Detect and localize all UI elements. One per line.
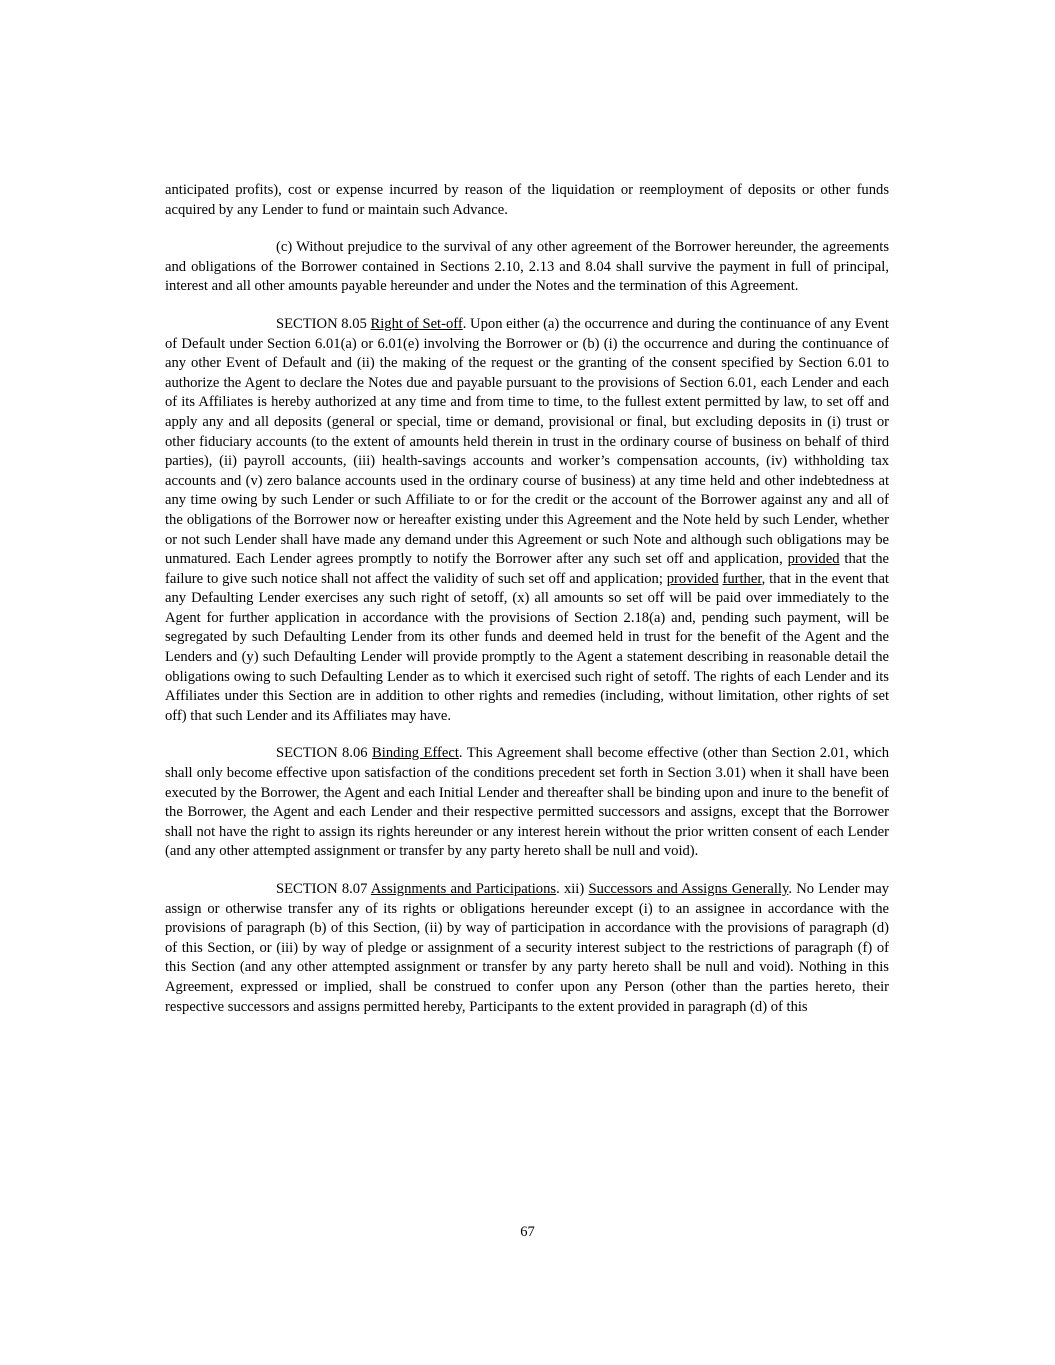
provided-term: provided — [666, 570, 719, 587]
paragraph-c: (c) Without prejudice to the survival of any other agreement of the Borrower hereunder, the agreements and obligations of the Borrower contained in Sections 2.10, 2.13 and 8.04 shall survive the payment in full of principal, interest and all other amounts payable hereunder and under the Notes and the termination of this Agreement. — [165, 239, 889, 295]
page-number: 67 — [520, 1224, 535, 1240]
section-number: SECTION 8.07 — [276, 881, 371, 897]
section-number: SECTION 8.05 — [276, 315, 371, 332]
section-heading: Right of Set-off — [370, 315, 463, 332]
section-text: . No Lender may assign or otherwise transfer any of its rights or obligations hereunder except (i) to an assignee in accordance with the provisions of paragraph (b) of this Section, (ii) by way of participation in accordance with the provisions of paragraph (d) of this Section, or (iii) by way of pledge or assignment of a security interest subject to the restrictions of paragraph (f) of this Section (and any other attempted assignment or transfer by any party hereto shall be null and void). Nothing in this Agreement, expressed or implied, shall be construed to confer upon any Person (other than the parties hereto, their respective successors and assigns permitted hereby, Participants to the extent provided in paragraph (d) of this — [165, 881, 889, 1015]
further-term: further — [722, 570, 762, 587]
section-text: . This Agreement shall become effective (other than Section 2.01, which shall only become effective upon satisfaction of the conditions precedent set forth in Section 3.01) when it shall have been executed by the Borrower, the Agent and each Initial Lender and thereafter shall be binding upon and inure to the benefit of the Borrower, the Agent and each Lender and their respective permitted successors and assigns, except that the Borrower shall not have the right to assign its rights hereunder or any interest herein without the prior written consent of each Lender (and any other attempted assignment or transfer by any party hereto shall be null and void). — [165, 745, 889, 860]
section-text: that the failure to give such notice shall not affect the validity of such set off and application; — [165, 551, 889, 587]
section-text: , that in the event that any Defaulting Lender exercises any such right of setoff, (x) all amounts so set off will be paid over immediately to the Agent for further application in accordance with the provisions of Section 2.18(a) and, pending such payment, will be segregated by such Defaulting Lender from its other funds and deemed held in trust for the benefit of the Agent and the Lenders and (y) such Defaulting Lender will provide promptly to the Agent a statement describing in reasonable detail the obligations owing to such Defaulting Lender as to which it exercised such right of setoff. The rights of each Lender and its Affiliates under this Section are in addition to other rights and remedies (including, without limitation, other rights of set off) that such Lender and its Affiliates may have. — [165, 570, 889, 724]
section-number: SECTION 8.06 — [276, 745, 373, 762]
section-text: . Upon either (a) the occurrence and during the continuance of any Event of Default under Section 6.01(a) or 6.01(e) involving the Borrower or (b) (i) the occurrence and during the continuance of any other Event of Default and (ii) the making of the request or the granting of the consent specified by Section 6.01 to authorize the Agent to declare the Notes due and payable pursuant to the provisions of Section 6.01, each Lender and each of its Affiliates is hereby authorized at any time and from time to time, to the fullest extent permitted by law, to set off and apply any and all deposits (general or special, time or demand, provisional or final, but excluding deposits in (i) trust or other fiduciary accounts (to the extent of amounts held therein in trust in the ordinary course of business on behalf of third parties), (ii) payroll accounts, (iii) health-savings accounts and worker’s compensation accounts, (iv) withholding tax accounts and (v) zero balance accounts used in the ordinary course of business) at any time held and other indebtedness at any time owing by such Lender or such Affiliate to or for the credit or the account of the Borrower against any and all of the obligations of the Borrower now or hereafter existing under this Agreement and the Note held by such Lender, whether or not such Lender shall have made any demand under this Agreement or such Note and although such obligations may be unmatured. Each Lender agrees promptly to notify the Borrower after any such set off and application, — [165, 315, 889, 568]
paragraph-continuation: anticipated profits), cost or expense incurred by reason of the liquidation or reemployment of deposits or other funds acquired by any Lender to fund or maintain such Advance. — [165, 182, 889, 218]
section-heading: Assignments and Participations — [370, 881, 557, 897]
subsection-heading: Successors and Assigns Generally — [588, 881, 789, 897]
provided-term: provided — [787, 551, 840, 568]
section-8-07 — [165, 880, 889, 1017]
section-8-05 — [165, 315, 889, 726]
section-8-06 — [165, 744, 889, 862]
body-text — [165, 181, 889, 1035]
section-heading: Binding Effect — [372, 745, 459, 762]
section-text: . xii) — [556, 881, 589, 897]
